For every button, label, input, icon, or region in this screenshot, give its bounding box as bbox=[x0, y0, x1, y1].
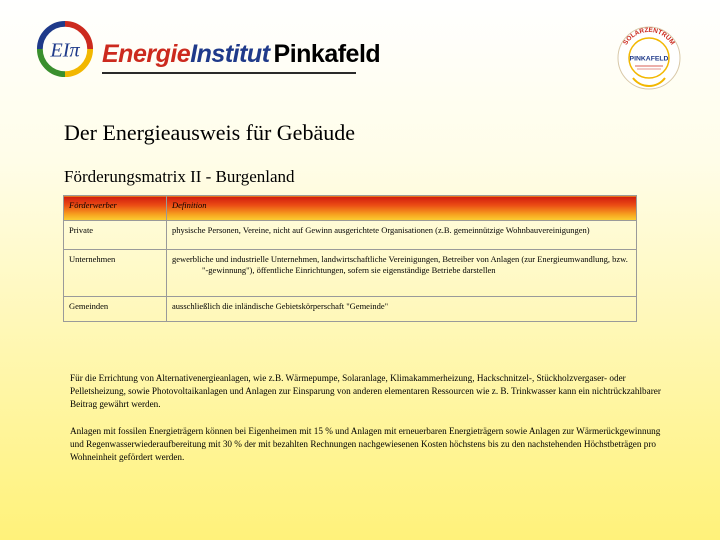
logo-word-pinkafeld: Pinkafeld bbox=[273, 40, 381, 68]
table-row bbox=[64, 221, 637, 250]
cell-foerderwerber: Unternehmen bbox=[64, 250, 167, 297]
foerderungsmatrix-table bbox=[63, 195, 637, 322]
svg-text:EIπ: EIπ bbox=[50, 39, 80, 62]
cell-foerderwerber: Gemeinden bbox=[64, 297, 167, 322]
cell-definition bbox=[167, 297, 637, 322]
table-row bbox=[64, 250, 637, 297]
cell-foerderwerber: Private bbox=[64, 221, 167, 250]
logo-wordmark bbox=[102, 40, 380, 69]
definition-text: physische Personen, Vereine, nicht auf Gewinn ausgerichtete Organisationen (z.B. gemeinnützige Wohnbauvereinigungen) bbox=[172, 225, 590, 235]
column-header-foerderwerber: Förderwerber bbox=[64, 196, 167, 221]
logo-word-institut: Institut bbox=[190, 40, 270, 68]
definition-text: gewerbliche und industrielle Unternehmen, landwirtschaftliche Vereinigungen, Betreiber von Anlagen (zur Energieumwandlung, bzw. "-gewinnung"), öffentliche Einrichtungen, sofern sie eigenständige Betriebe darstellen bbox=[172, 254, 628, 276]
page-subtitle: Förderungsmatrix II - Burgenland bbox=[64, 167, 295, 186]
svg-text:PINKAFELD: PINKAFELD bbox=[629, 55, 669, 63]
paragraph-foerderhoehe: Anlagen mit fossilen Energieträgern können bei Eigenheimen mit 15 % und Anlagen mit erneuerbaren Energieträgern sowie Anlagen zur Wärmerückgewinnung und Regenwasserwiederaufbereitung mit 30 % der mit bezahlten Rechnungen nachgewiesenen Kosten höchstens bis zu den nachstehenden Höchstbeträgen pro Wohneinheit gefördert werden. bbox=[70, 426, 661, 463]
logo-underline bbox=[102, 72, 356, 74]
table-row bbox=[64, 297, 637, 322]
logo-word-energie: Energie bbox=[102, 40, 191, 68]
solarzentrum-badge-icon bbox=[613, 20, 685, 92]
page-title: Der Energieausweis für Gebäude bbox=[64, 120, 355, 145]
ei-pi-logo-icon bbox=[36, 20, 94, 78]
svg-text:SOLARZENTRUM: SOLARZENTRUM bbox=[622, 26, 676, 47]
definition-text: ausschließlich die inländische Gebietskörperschaft "Gemeinde" bbox=[172, 301, 389, 311]
cell-definition bbox=[167, 221, 637, 250]
table-header-row bbox=[64, 196, 637, 221]
cell-definition bbox=[167, 250, 637, 297]
column-header-definition: Definition bbox=[167, 196, 637, 221]
energieinstitut-logo bbox=[36, 20, 381, 80]
paragraph-alternativenergie: Für die Errichtung von Alternativenergieanlagen, wie z.B. Wärmepumpe, Solaranlage, Klimakammerheizung, Hackschnitzel-, Stückholzvergaser- oder Pelletsheizung, sowie Photovoltaikanlagen und Anlagen zur Einsparung von anderen elementaren Ressourcen wie z. B. Trinkwasser kann ein nichtrückzahlbarer Beitrag gewährt werden. bbox=[70, 373, 661, 410]
